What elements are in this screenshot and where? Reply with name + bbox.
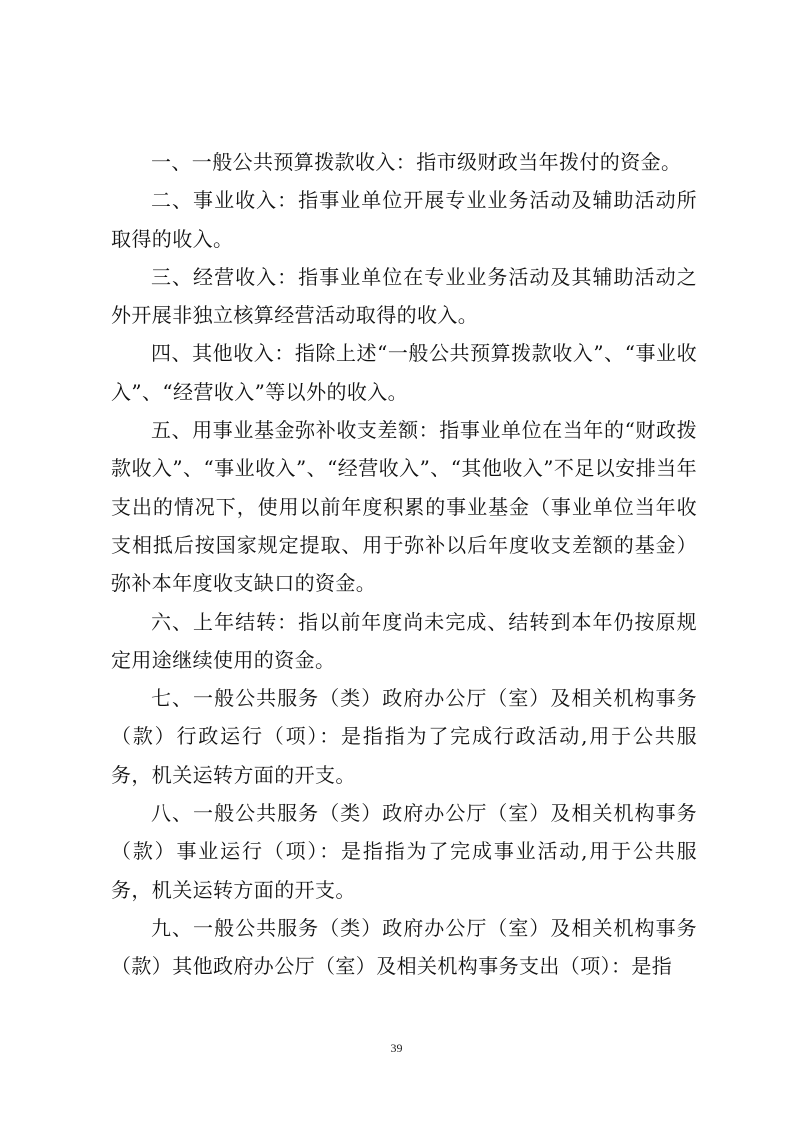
paragraph-institution-operation: 八、一般公共服务（类）政府办公厅（室）及相关机构事务（款）事业运行（项）：是指指为了完成事业活动,用于公共服务，机关运转方面的开支。 [111,801,697,902]
paragraph-business-fund-offset: 五、用事业基金弥补收支差额：指事业单位在当年的“财政拨款收入”、“事业收入”、“经营收入”、“其他收入”不足以安排当年支出的情况下，使用以前年度积累的事业基金（事业单位当年收支相抵后按国家规定提取、用于弥补以后年度收支差额的基金）弥补本年度收支缺口的资金。 [111,418,697,596]
paragraph-other-income: 四、其他收入：指除上述“一般公共预算拨款收入”、“事业收入”、“经营收入”等以外的收入。 [111,341,697,404]
paragraph-prior-year-carryover: 六、上年结转：指以前年度尚未完成、结转到本年仍按原规定用途继续使用的资金。 [111,609,697,672]
page-number: 39 [390,1041,403,1055]
body-text [111,143,697,986]
paragraph-other-affairs-expenditure: 九、一般公共服务（类）政府办公厅（室）及相关机构事务（款）其他政府办公厅（室）及相关机构事务支出（项）：是指 [111,915,697,979]
paragraph-general-budget-income: 一、一般公共预算拨款收入：指市级财政当年拨付的资金。 [151,150,682,174]
paragraph-administrative-operation: 七、一般公共服务（类）政府办公厅（室）及相关机构事务（款）行政运行（项）：是指指为了完成行政活动,用于公共服务，机关运转方面的开支。 [111,686,697,787]
paragraph-operating-income: 三、经营收入：指事业单位在专业业务活动及其辅助活动之外开展非独立核算经营活动取得的收入。 [111,264,697,328]
paragraph-business-income: 二、事业收入：指事业单位开展专业业务活动及辅助活动所取得的收入。 [111,188,697,251]
